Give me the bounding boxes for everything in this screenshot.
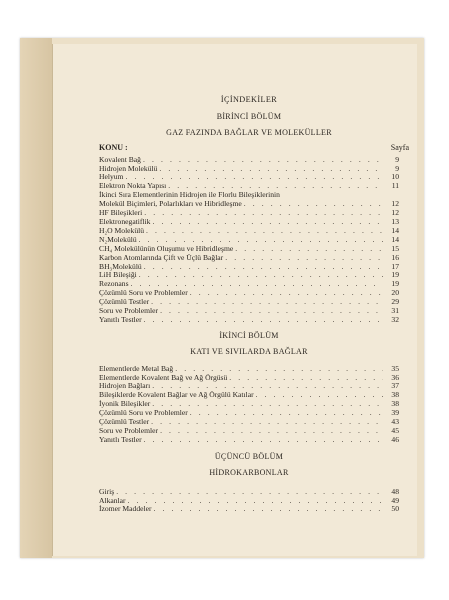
toc-entry bbox=[99, 227, 399, 236]
toc-entry-page: 17 bbox=[391, 261, 399, 271]
toc-entry-title: Kovalent Bağ bbox=[99, 154, 141, 164]
toc-entry bbox=[99, 218, 399, 227]
toc-entry-page: 20 bbox=[391, 288, 399, 298]
toc-entry-page: 19 bbox=[391, 270, 399, 280]
toc-entry-page: 36 bbox=[391, 372, 399, 382]
toc-entry-title: Elektronegatiflik bbox=[99, 216, 151, 226]
dot-leader bbox=[244, 200, 383, 209]
dot-leader bbox=[154, 505, 384, 514]
dot-leader bbox=[144, 209, 383, 218]
dot-leader bbox=[225, 254, 383, 263]
toc-entry bbox=[99, 165, 399, 174]
dot-leader bbox=[139, 271, 383, 280]
toc-entry bbox=[99, 316, 399, 325]
toc-entry-page: 49 bbox=[391, 495, 399, 505]
toc-entry-title: İyonik Bileşikler bbox=[99, 399, 151, 409]
dot-leader bbox=[116, 488, 383, 497]
dot-leader bbox=[143, 156, 383, 165]
toc-entry-page: 45 bbox=[391, 426, 399, 435]
toc-entry-title: Karbon Atomlarında Çift ve Üçlü Bağlar bbox=[99, 252, 224, 262]
dot-leader bbox=[146, 227, 383, 236]
toc-entry bbox=[99, 488, 399, 497]
toc-entry-title: Molekül Biçimleri, Polarlıkları ve Hibridleşme bbox=[99, 199, 242, 209]
toc-entry-title: Helyum bbox=[99, 172, 124, 182]
toc-entry-page: 10 bbox=[391, 172, 399, 182]
toc-entry-title: Giriş bbox=[99, 486, 115, 496]
toc-entry-title: CH₄ Molekülünün Oluşumu ve Hibridleşme bbox=[99, 243, 234, 253]
toc-entry-page: 37 bbox=[391, 381, 399, 391]
toc-entry bbox=[99, 436, 399, 445]
dot-leader bbox=[144, 316, 383, 325]
toc-entry-page: 13 bbox=[391, 216, 399, 226]
toc-entry-title: Elektron Nokta Yapısı bbox=[99, 181, 167, 191]
dot-leader bbox=[144, 436, 383, 445]
dot-leader bbox=[190, 289, 383, 298]
toc-entry-title: Soru ve Problemler bbox=[99, 426, 159, 435]
toc-entry-title: Çözümlü Soru ve Problemler bbox=[99, 408, 188, 418]
toc-entry-page: 38 bbox=[391, 399, 399, 409]
toc-entry-page: 16 bbox=[391, 252, 399, 262]
toc-entry-page: 43 bbox=[391, 417, 399, 427]
toc-entry-page: 12 bbox=[391, 199, 399, 209]
part3-section-title: HİDROKARBONLAR bbox=[209, 467, 289, 477]
dot-leader bbox=[190, 409, 383, 418]
part2-section-title: KATI VE SIVILARDA BAĞLAR bbox=[190, 346, 308, 356]
toc-entry-page: 15 bbox=[391, 243, 399, 253]
dot-leader bbox=[151, 418, 383, 427]
toc-content bbox=[99, 95, 409, 514]
konu-label: KONU : bbox=[99, 142, 128, 152]
toc-entry-title: Çözümlü Testler bbox=[99, 297, 150, 307]
toc-entry-title: Hidrojen Molekülü bbox=[99, 163, 158, 173]
dot-leader bbox=[159, 165, 383, 174]
toc-entry bbox=[99, 307, 399, 316]
toc-entry-page: 32 bbox=[391, 314, 399, 324]
toc-entry-page: 46 bbox=[391, 434, 399, 444]
toc-entry-page: 38 bbox=[391, 390, 399, 400]
dot-leader bbox=[128, 497, 383, 506]
toc-entry-title: Rezonans bbox=[99, 279, 129, 289]
part2-entries bbox=[99, 365, 399, 445]
toc-entry-page: 39 bbox=[391, 408, 399, 418]
toc-entry-title: Çözümlü Soru ve Problemler bbox=[99, 288, 188, 298]
toc-entry bbox=[99, 427, 399, 436]
toc-entry bbox=[99, 200, 399, 209]
toc-title: İÇİNDEKİLER bbox=[220, 95, 278, 104]
toc-entry-title: Çözümlü Testler bbox=[99, 417, 150, 427]
toc-entry-title: Yanıtlı Testler bbox=[99, 314, 142, 324]
toc-entry-page: 12 bbox=[391, 208, 399, 218]
part1-label: BİRİNCİ BÖLÜM bbox=[216, 111, 282, 121]
toc-entry-title: LiH Bileşiği bbox=[99, 270, 137, 280]
toc-entry-title: Soru ve Problemler bbox=[99, 306, 159, 316]
dot-leader bbox=[152, 218, 383, 227]
toc-entry-page: 9 bbox=[395, 154, 399, 164]
toc-entry bbox=[99, 254, 399, 263]
dot-leader bbox=[256, 391, 383, 400]
toc-entry-page: 14 bbox=[391, 234, 399, 244]
toc-entry-page: 29 bbox=[391, 297, 399, 307]
toc-entry-title: Bileşiklerde Kovalent Bağlar ve Ağ Örgülü Katılar bbox=[99, 390, 254, 400]
toc-entry-page: 14 bbox=[391, 225, 399, 235]
toc-entry-title: İzomer Maddeler bbox=[99, 504, 152, 514]
toc-entry-page: 9 bbox=[395, 163, 399, 173]
toc-entry-title: Elementlerde Metal Bağ bbox=[99, 363, 174, 373]
dot-leader bbox=[144, 263, 383, 272]
toc-entry-title: Yanıtlı Testler bbox=[99, 434, 142, 444]
toc-entry-title: H₂O Molekülü bbox=[99, 225, 145, 235]
toc-entry-page: 11 bbox=[391, 181, 399, 191]
left-page-edge bbox=[20, 38, 52, 558]
dot-leader bbox=[160, 307, 383, 316]
part3-entries bbox=[99, 488, 399, 515]
toc-entry-title: İkinci Sıra Elementlerinin Hidrojen ile Florlu Bileşiklerinin bbox=[99, 190, 280, 200]
toc-entry-title: Elementlerde Kovalent Bağ ve Ağ Örgüsü bbox=[99, 372, 228, 382]
toc-entry-title: BH₃Molekülü bbox=[99, 261, 142, 271]
toc-entry bbox=[99, 271, 399, 280]
part3-label: ÜÇÜNCÜ BÖLÜM bbox=[214, 451, 284, 461]
dot-leader bbox=[151, 298, 383, 307]
part2-label: İKİNCİ BÖLÜM bbox=[219, 330, 279, 340]
toc-entry-title: N₂Molekülü bbox=[99, 234, 137, 244]
toc-entry-page: 31 bbox=[391, 306, 399, 316]
toc-entry-page: 35 bbox=[391, 363, 399, 373]
dot-leader bbox=[160, 427, 383, 436]
part1-section-title: GAZ FAZINDA BAĞLAR VE MOLEKÜLLER bbox=[166, 127, 332, 137]
dot-leader bbox=[235, 245, 383, 254]
toc-entry-title: HF Bileşikleri bbox=[99, 208, 143, 218]
toc-entry-page: 19 bbox=[391, 279, 399, 289]
toc-entry bbox=[99, 263, 399, 272]
sayfa-label: Sayfa bbox=[390, 142, 409, 152]
toc-entry bbox=[99, 505, 399, 514]
toc-entry-page: 50 bbox=[391, 504, 399, 514]
toc-entry-title: Alkanlar bbox=[99, 495, 126, 505]
column-header bbox=[99, 142, 409, 153]
dot-leader bbox=[229, 374, 383, 383]
toc-entry-title: Hidrojen Bağları bbox=[99, 381, 151, 391]
toc-entry-page: 48 bbox=[391, 486, 399, 496]
part1-entries bbox=[99, 156, 399, 325]
toc-page bbox=[52, 44, 417, 556]
